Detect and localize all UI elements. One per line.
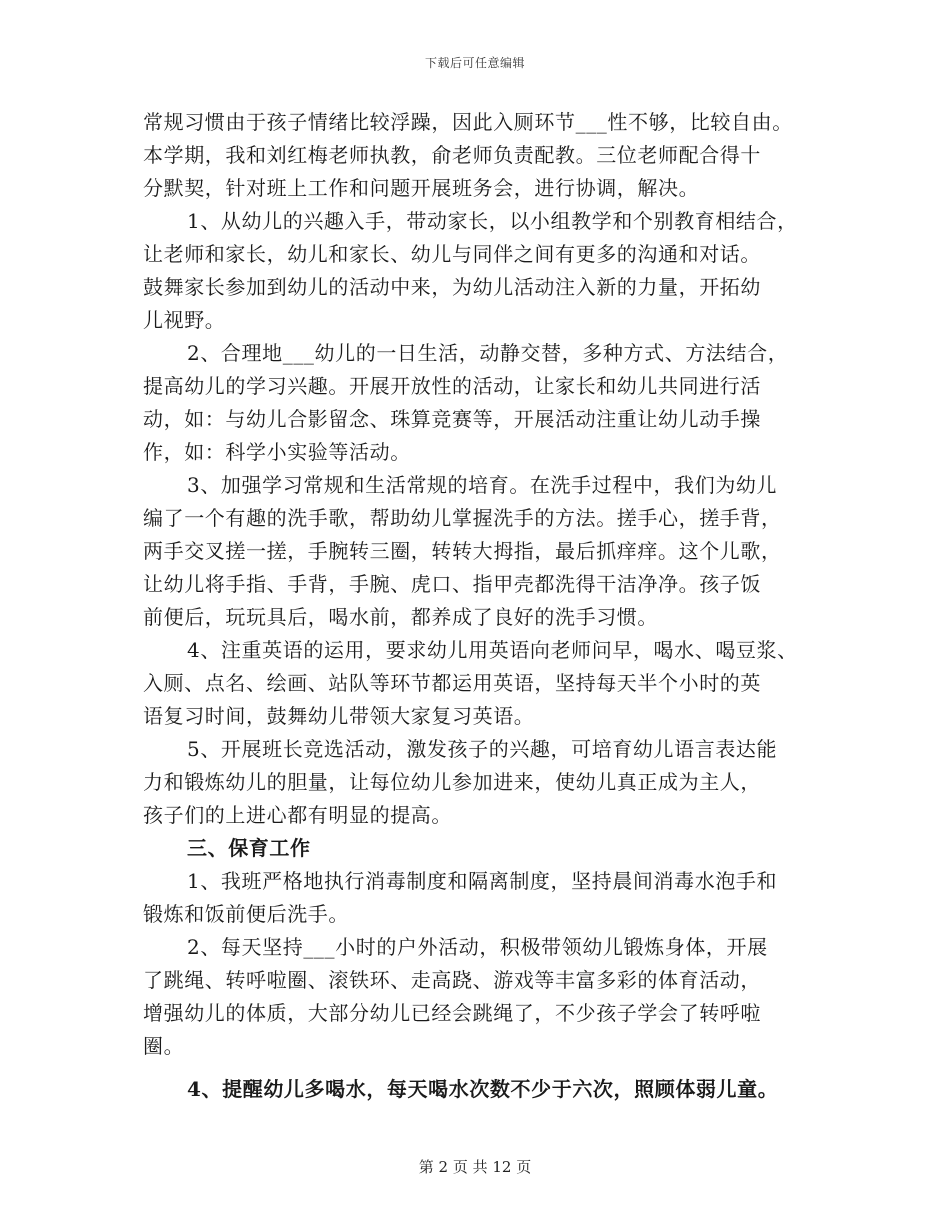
paragraph-line: 语复习时间，鼓舞幼儿带领大家复习英语。 [143,704,535,728]
paragraph-line: 作，如：科学小实验等活动。 [143,440,411,464]
paragraph-line: 锻炼和饭前便后洗手。 [143,902,349,926]
paragraph-line: 常规习惯由于孩子情绪比较浮躁，因此入厕环节___性不够，比较自由。 [143,110,793,134]
paragraph-line: 1、从幼儿的兴趣入手，带动家长，以小组教学和个别教育相结合， [187,209,798,233]
paragraph-line: 鼓舞家长参加到幼儿的活动中来，为幼儿活动注入新的力量，开拓幼 [143,275,761,299]
paragraph-line: 儿视野。 [143,308,226,332]
paragraph-line: 提高幼儿的学习兴趣。开展开放性的活动，让家长和幼儿共同进行活 [143,374,761,398]
document-body [143,106,833,1106]
paragraph-line: 两手交叉搓一搓，手腕转三圈，转转大拇指，最后抓痒痒。这个儿歌， [143,539,782,563]
paragraph-line: 增强幼儿的体质，大部分幼儿已经会跳绳了，不少孩子学会了转呼啦 [143,1001,761,1025]
page-number: 第 2 页 共 12 页 [418,1158,532,1176]
paragraph-line: 力和锻炼幼儿的胆量，让每位幼儿参加进来，使幼儿真正成为主人， [143,770,761,794]
paragraph-line: 前便后，玩玩具后，喝水前，都养成了良好的洗手习惯。 [143,605,658,629]
paragraph-line: 让幼儿将手指、手背，手腕、虎口、指甲壳都洗得干洁净净。孩子饭 [143,572,761,596]
page-header: 下载后可任意编辑 [424,56,525,70]
paragraph-line: 1、我班严格地执行消毒制度和隔离制度，坚持晨间消毒水泡手和 [187,869,778,893]
paragraph-line: 2、合理地___幼儿的一日生活，动静交替，多种方式、方法结合， [187,341,789,365]
paragraph-line: 3、加强学习常规和生活常规的培育。在洗手过程中，我们为幼儿 [187,473,778,497]
section-heading: 三、保育工作 [187,836,311,860]
paragraph-line: 编了一个有趣的洗手歌，帮助幼儿掌握洗手的方法。搓手心，搓手背， [143,506,782,530]
paragraph-line: 孩子们的上进心都有明显的提高。 [143,803,452,827]
paragraph-line: 2、每天坚持___小时的户外活动，积极带领幼儿锻炼身体，开展 [187,935,768,959]
paragraph-line: 5、开展班长竞选活动，激发孩子的兴趣，可培育幼儿语言表达能 [187,737,778,761]
paragraph-line: 圈。 [143,1034,185,1058]
paragraph-line: 分默契，针对班上工作和问题开展班务会，进行协调，解决。 [143,176,700,200]
paragraph-line: 了跳绳、转呼啦圈、滚铁环、走高跷、游戏等丰富多彩的体育活动， [143,968,761,992]
paragraph-line: 入厕、点名、绘画、站队等环节都运用英语，坚持每天半个小时的英 [143,671,761,695]
bold-paragraph-line: 4、提醒幼儿多喝水，每天喝水次数不少于六次，照顾体弱儿童。 [187,1077,779,1101]
paragraph-line: 4、注重英语的运用，要求幼儿用英语向老师问早，喝水、喝豆浆、 [187,638,798,662]
paragraph-line: 让老师和家长，幼儿和家长、幼儿与同伴之间有更多的沟通和对话。 [143,242,761,266]
paragraph-line: 动，如：与幼儿合影留念、珠算竞赛等，开展活动注重让幼儿动手操 [143,407,761,431]
paragraph-line: 本学期，我和刘红梅老师执教，俞老师负责配教。三位老师配合得十 [143,143,761,167]
